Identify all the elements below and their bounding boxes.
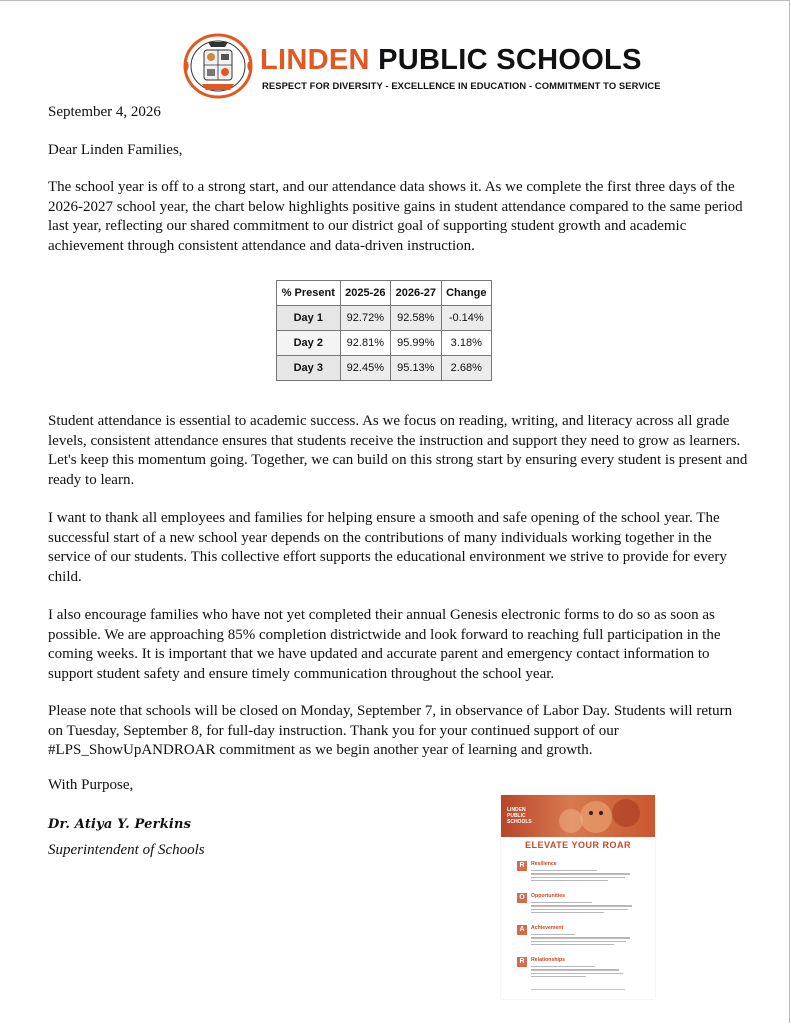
roar-letter: R xyxy=(517,861,527,871)
salutation: Dear Linden Families, xyxy=(48,142,183,158)
table-cell: 92.45% xyxy=(340,356,390,381)
letterhead xyxy=(180,28,680,102)
paragraph-attendance: Student attendance is essential to academic success. As we focus on reading, writing, and literacy across all grade levels, consistent attendance ensures that students receive the instruction and support they need to grow as learners. Let's keep this momentum going. Together, we can build on this strong start by ensuring every student is present and ready to learn. xyxy=(48,413,748,488)
table-cell-day: Day 2 xyxy=(277,331,341,356)
roar-fine-print xyxy=(531,902,641,916)
elevate-your-roar-poster xyxy=(501,795,655,999)
paragraph-genesis-forms: I also encourage families who have not yet completed their annual Genesis electronic forms to do so as soon as possible. We are approaching 85% completion districtwide and look forward to reaching full participation in the coming weeks. It is important that we have updated and accurate parent and emergency contact information to support student safety and ensure timely communication throughout the school year. xyxy=(48,607,721,682)
table-cell-day: Day 1 xyxy=(277,306,341,331)
poster-logo-text: LINDEN PUBLIC SCHOOLS xyxy=(507,807,532,825)
poster-footer-fine-print xyxy=(531,989,625,990)
table-cell: 95.13% xyxy=(391,356,441,381)
roar-word: Opportunities xyxy=(531,893,566,899)
table-cell: 2.68% xyxy=(441,356,491,381)
table-cell: 3.18% xyxy=(441,331,491,356)
roar-word: Relationships xyxy=(531,957,566,963)
signature: Dr. Atiya Y. Perkins xyxy=(48,817,192,832)
poster-banner xyxy=(501,795,655,837)
district-seal-icon xyxy=(182,32,254,100)
table-cell: 95.99% xyxy=(391,331,441,356)
table-header-row xyxy=(277,281,492,306)
letter-date: September 4, 2026 xyxy=(48,104,161,120)
paragraph-thanks: I want to thank all employees and families for helping ensure a smooth and safe opening of the school year. The successful start of a new school year depends on the contributions of many individuals working together in the service of our students. This collective effort supports the educational environment we strive to provide for every child. xyxy=(48,510,727,585)
roar-letter: O xyxy=(517,893,527,903)
poster-title: ELEVATE YOUR ROAR xyxy=(524,840,631,850)
closing: With Purpose, xyxy=(48,777,134,793)
district-name xyxy=(260,46,642,75)
table-header-cell: 2025-26 xyxy=(340,281,390,306)
table-header-cell: 2026-27 xyxy=(391,281,441,306)
roar-fine-print xyxy=(531,870,641,884)
table-row xyxy=(277,306,492,331)
roar-letter: A xyxy=(517,925,527,935)
roar-fine-print xyxy=(531,934,641,948)
roar-letter: R xyxy=(517,957,527,967)
district-name-accent: LINDEN xyxy=(260,44,370,76)
table-row xyxy=(277,356,492,381)
paragraph-intro: The school year is off to a strong start, and our attendance data shows it. As we complete the first three days of the 2026-2027 school year, the chart below highlights positive gains in student attendance compared to the same period last year, reflecting our shared commitment to our district goal of supporting student growth and academic achievement through consistent attendance and data-driven instruction. xyxy=(48,179,743,254)
table-cell: 92.81% xyxy=(340,331,390,356)
attendance-table xyxy=(276,280,492,381)
paragraph-labor-day: Please note that schools will be closed on Monday, September 7, in observance of Labor Day. Students will return on Tuesday, September 8, for full-day instruction. Thank you for your continued support of our #LPS_ShowUpANDROAR commitment as we begin another year of learning and growth. xyxy=(48,703,733,759)
table-cell-day: Day 3 xyxy=(277,356,341,381)
roar-word: Achievement xyxy=(531,925,564,931)
district-name-rest: PUBLIC SCHOOLS xyxy=(378,44,642,76)
table-cell: 92.58% xyxy=(391,306,441,331)
table-header-cell: % Present xyxy=(277,281,341,306)
table-cell: 92.72% xyxy=(340,306,390,331)
table-cell: -0.14% xyxy=(441,306,491,331)
roar-fine-print xyxy=(531,966,641,980)
roar-word: Resilience xyxy=(531,861,557,867)
district-tagline: RESPECT FOR DIVERSITY - EXCELLENCE IN EDUCATION - COMMITMENT TO SERVICE xyxy=(262,80,661,91)
signer-title: Superintendent of Schools xyxy=(48,842,205,858)
table-row xyxy=(277,331,492,356)
table-header-cell: Change xyxy=(441,281,491,306)
